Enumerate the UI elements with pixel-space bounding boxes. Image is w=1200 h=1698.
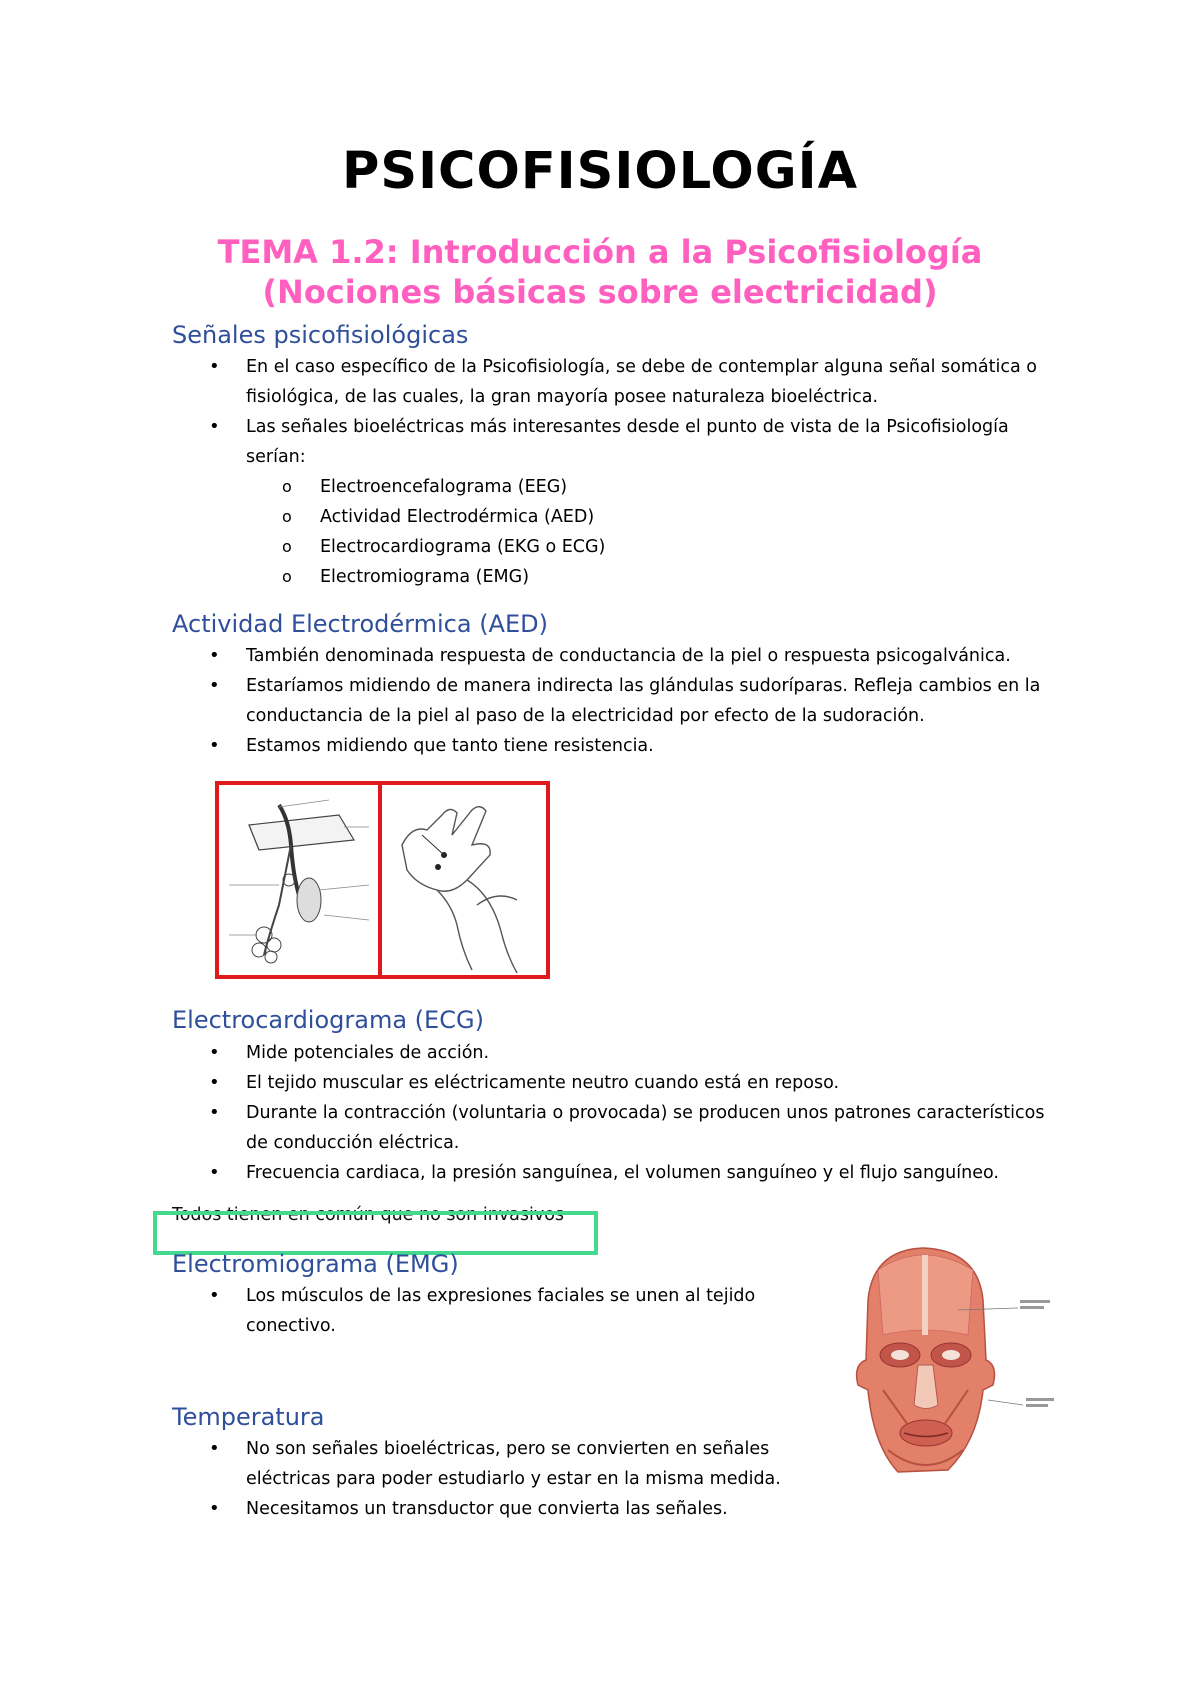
list-item: • Durante la contracción (voluntaria o provocada) se producen unos patrones característicos de conducción eléctrica. [206, 1098, 1046, 1158]
list-item: • Mide potenciales de acción. [206, 1038, 1046, 1068]
sub-item-emg: o Electromiograma (EMG) [280, 562, 1046, 592]
heading-temperatura: Temperatura [172, 1403, 325, 1431]
heading-emg: Electromiograma (EMG) [172, 1250, 459, 1278]
highlight-box [153, 1211, 598, 1255]
list-aed [206, 641, 1046, 761]
list-item: • También denominada respuesta de conductancia de la piel o respuesta psicogalvánica. [206, 641, 1046, 671]
topic-title [0, 232, 1200, 312]
list-senales [206, 352, 1046, 592]
list-item-text: Las señales bioeléctricas más interesantes desde el punto de vista de la Psicofisiología serían: [246, 417, 1009, 467]
list-item: • Frecuencia cardiaca, la presión sanguínea, el volumen sanguíneo y el flujo sanguíneo. [206, 1158, 1046, 1188]
sub-item-aed: o Actividad Electrodérmica (AED) [280, 502, 1046, 532]
annotation-note: Todos tienen en común que no son invasivos [172, 1205, 565, 1225]
sublist-signals [246, 472, 1046, 592]
list-item: • Los músculos de las expresiones faciales se unen al tejido conectivo. [206, 1281, 766, 1341]
list-emg [206, 1281, 766, 1341]
list-item: • El tejido muscular es eléctricamente neutro cuando está en reposo. [206, 1068, 1046, 1098]
sweat-gland-illustration [215, 781, 383, 979]
list-item: • En el caso específico de la Psicofisiología, se debe de contemplar alguna señal somática o fisiológica, de las cuales, la gran mayoría posee naturaleza bioeléctrica. [206, 352, 1046, 412]
list-item: • Estamos midiendo que tanto tiene resistencia. [206, 731, 1046, 761]
list-item [206, 412, 1046, 592]
hand-electrode-illustration [378, 781, 550, 979]
topic-title-line-2: (Nociones básicas sobre electricidad) [262, 273, 938, 311]
heading-senales: Señales psicofisiológicas [172, 321, 469, 349]
sub-item-eeg: o Electroencefalograma (EEG) [280, 472, 1046, 502]
list-item: • No son señales bioeléctricas, pero se convierten en señales eléctricas para poder estudiarlo y estar en la misma medida. [206, 1434, 806, 1494]
list-temperatura [206, 1434, 806, 1524]
list-ecg [206, 1038, 1046, 1188]
heading-aed: Actividad Electrodérmica (AED) [172, 610, 548, 638]
aed-figure [215, 781, 550, 979]
list-item: • Necesitamos un transductor que convierta las señales. [206, 1494, 806, 1524]
face-muscle-drawing [838, 1240, 1058, 1485]
sweat-gland-drawing [219, 785, 379, 975]
sub-item-ecg: o Electrocardiograma (EKG o ECG) [280, 532, 1046, 562]
list-item: • Estaríamos midiendo de manera indirecta las glándulas sudoríparas. Refleja cambios en la conductancia de la piel al paso de la electricidad por efecto de la sudoración. [206, 671, 1046, 731]
heading-ecg: Electrocardiograma (ECG) [172, 1006, 484, 1034]
hand-drawing [382, 785, 546, 975]
facial-muscles-figure [838, 1240, 1058, 1485]
page-title: PSICOFISIOLOGÍA [341, 142, 859, 201]
topic-title-line-1: TEMA 1.2: Introducción a la Psicofisiología [217, 233, 983, 271]
